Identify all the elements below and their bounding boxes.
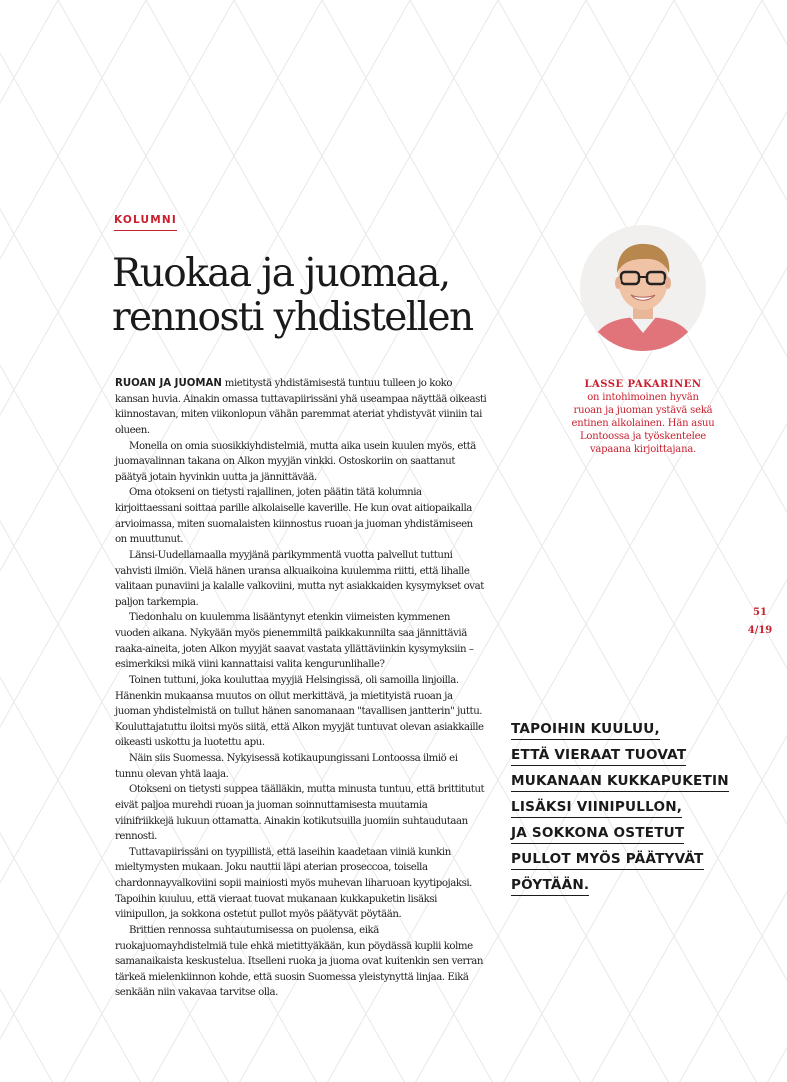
body-paragraph: Brittien rennossa suhtautumisessa on puolensa, eikä ruokajuomayhdistelmiä tule ehkä mietittyäkään, kun pöydässä kuplii kolme samanaikaista keskustelua. Itselleni ruoka ja juoma ovat kuitenkin sen verran tärkeä mielenkiinnon kohde, että suosin Suomessa yleistynyttä linjaa. Eikä senkään niin vakavaa tarvitse olla. — [115, 924, 484, 999]
pullquote-line: PÖYTÄÄN. — [511, 876, 589, 896]
pullquote-line: TAPOIHIN KUULUU, — [511, 720, 660, 740]
lead-in: RUOAN JA JUOMAN — [115, 378, 222, 389]
body-paragraph: Länsi-Uudellamaalla myyjänä parikymmentä vuotta palvellut tuttuni vahvisti ilmiön. Vielä hänen uransa alkuaikoina kuulemma riitti, että lihalle valitaan punaviini ja kalalle valkoviini, mutta nyt asiakkaiden kysymykset ovat paljon tarkempia. — [115, 549, 484, 608]
pullquote-line: ETTÄ VIERAAT TUOVAT — [511, 746, 686, 766]
body-paragraph: Tuttavapiirissäni on tyypillistä, että laseihin kaadetaan viiniä kunkin mieltymysten mukaan. Joku nauttii läpi aterian proseccoa, toisella chardonnayvalkoviini sopii mainiosti myös muhevan liharuoan kyytipojaksi. Tapoihin kuuluu, että vieraat tuovat mukanaan kukkapuketin lisäksi viinipullon, ja sokkona ostetut pullot myös päätyvät pöytään. — [115, 846, 472, 921]
bio-line: on intohimoinen hyvän — [587, 392, 699, 403]
body-paragraph: Monella on omia suosikkiyhdistelmiä, mutta aika usein kuulen myös, että juomavalinnan takana on Alkon myyjän vinkki. Ostoskoriin on saattanut päätyä jotain hyvinkin uutta ja jännittävää. — [115, 440, 476, 483]
author-portrait — [580, 225, 706, 351]
author-name: LASSE PAKARINEN — [584, 379, 702, 390]
title-line: rennosti yhdistellen — [112, 295, 473, 340]
bio-line: entinen alkolainen. Hän asuu — [571, 418, 715, 429]
body-paragraph: RUOAN JA JUOMAN mietitystä yhdistämisestä tuntuu tulleen jo koko kansan huvia. Ainakin omassa tuttavapiirissäni yhä useampaa näyttää oikeasti kiinnostavan, miten viikonlopun vähän paremmat ateriat yhdistyvät viiniin tai olueen. — [115, 378, 487, 436]
pullquote-line: MUKANAAN KUKKAPUKETIN — [511, 772, 729, 792]
pullquote-line: PULLOT MYÖS PÄÄTYVÄT — [511, 850, 704, 870]
body-paragraph: Oma otokseni on tietysti rajallinen, joten päätin tätä kolumnia kirjoittaessani soittaa parille alkolaiselle kaverille. He kun ovat aitiopaikalla arvioimassa, miten suomalaisten kiinnostus ruoan ja juoman yhdistämiseen on muuttunut. — [115, 487, 473, 546]
bio-line: ruoan ja juoman ystävä sekä — [573, 405, 713, 416]
body-paragraph: Tiedonhalu on kuulemma lisääntynyt etenkin viimeisten kymmenen vuoden aikana. Nykyään myös pienemmiltä paikkakunnilta saa jännittäviä raaka-aineita, joten Alkon myyjät saavat vastata yllättäviinkin kysymyksiin – esimerkiksi mikä viini kannattaisi valita kengurunlihalle? — [115, 612, 474, 671]
page-number — [740, 606, 780, 638]
page-number-value: 51 — [753, 607, 767, 618]
section-kicker: KOLUMNI — [114, 214, 177, 231]
bio-line: vapaana kirjoittajana. — [589, 444, 697, 455]
body-paragraph: Otokseni on tietysti suppea täälläkin, mutta minusta tuntuu, että brittitutut eivät paljoa murehdi ruoan ja juoman soinnuttamisesta muutamia viinifriikkejä lukuun ottamatta. Ainakin kotikutsuilla juomiin suhtaudutaan rennosti. — [115, 784, 485, 843]
pull-quote — [511, 718, 761, 900]
pullquote-line: LISÄKSI VIINIPULLON, — [511, 798, 682, 818]
author-byline — [548, 378, 738, 456]
issue-number: 4/19 — [747, 625, 773, 636]
author-bio — [548, 391, 738, 456]
article-title — [112, 252, 552, 340]
body-paragraph: Näin siis Suomessa. Nykyisessä kotikaupungissani Lontoossa ilmiö ei tunnu olevan yhtä laaja. — [115, 753, 458, 780]
pullquote-line: JA SOKKONA OSTETUT — [511, 824, 684, 844]
article-body — [115, 376, 487, 1001]
body-paragraph: Toinen tuttuni, joka kouluttaa myyjiä Helsingissä, oli samoilla linjoilla. Hänenkin mukaansa muutos on ollut merkittävä, ja mietityistä ruoan ja juoman yhdistelmistä on tullut hänen sanomanaan "tavallisen jantterin" juttu. Kouluttajatuttu iloitsi myös siitä, että Alkon myyjät tuntuvat olevan asiakkaille oikeasti uskottu ja luotettu apu. — [115, 674, 484, 749]
bio-line: Lontoossa ja työskentelee — [579, 431, 707, 442]
title-line: Ruokaa ja juomaa, — [112, 251, 450, 296]
